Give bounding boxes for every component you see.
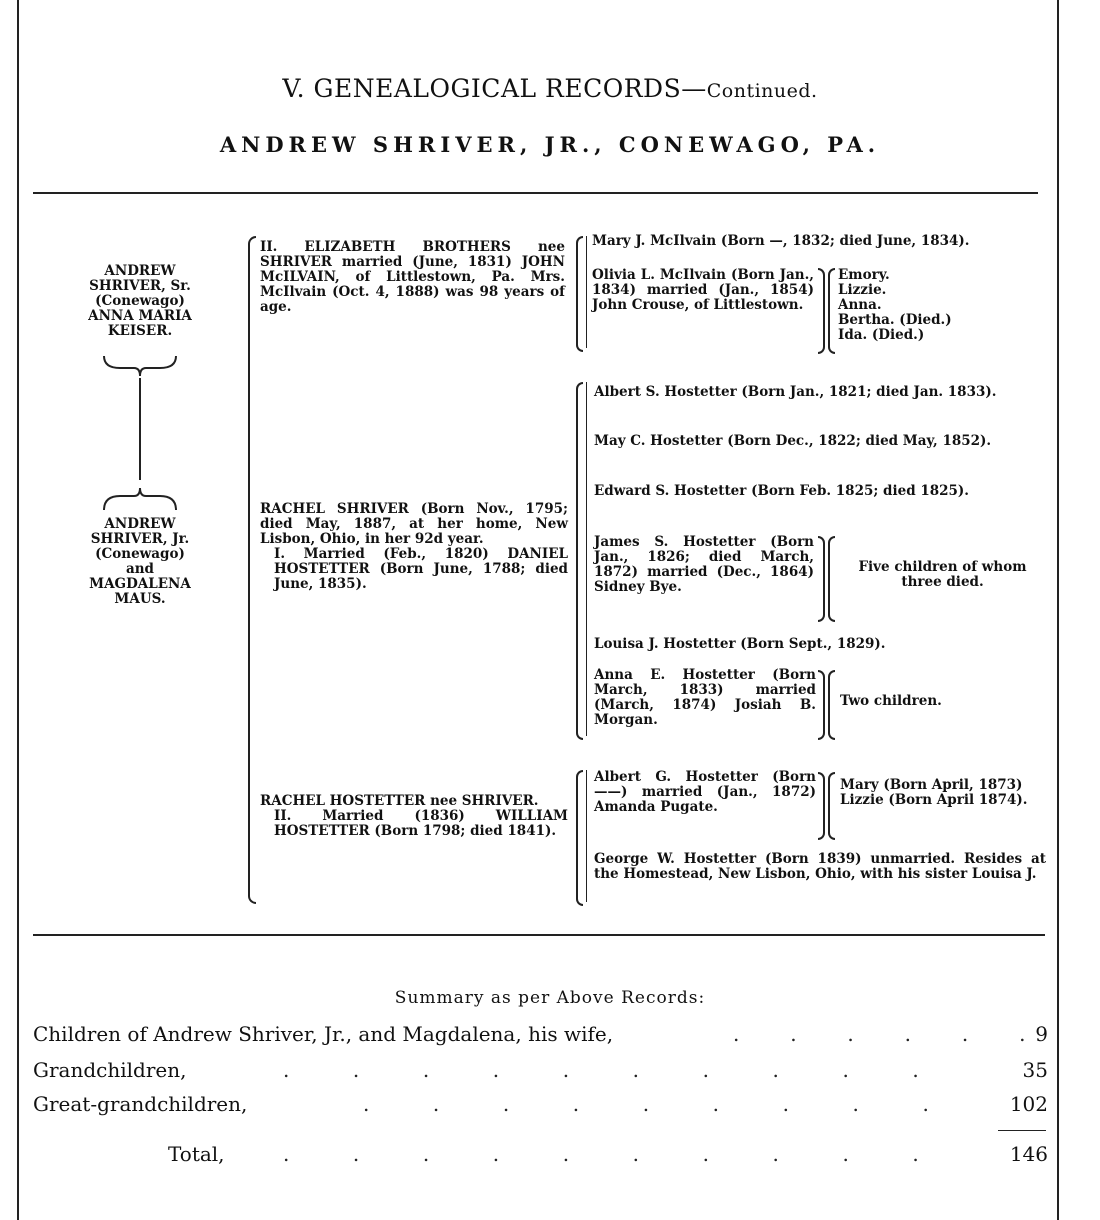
parent-line: and — [125, 561, 154, 577]
leader-dots: . . . . . . — [733, 1022, 1026, 1046]
parent-line: SHRIVER, Jr. — [90, 531, 190, 547]
summary-row-great-grandchildren — [33, 1092, 1048, 1120]
summary-label: Children of Andrew Shriver, Jr., and Magdalena, his wife, — [33, 1022, 614, 1046]
children-brace — [248, 236, 256, 904]
parents-gen1 — [60, 264, 220, 339]
child-item: Ida. (Died.) — [838, 327, 925, 343]
summary-label: Great-grandchildren, — [33, 1092, 248, 1116]
summary-value: 35 — [1022, 1058, 1048, 1082]
rachel2-brace — [576, 770, 583, 906]
summary-row-total — [33, 1142, 1048, 1170]
total-rule — [998, 1130, 1046, 1131]
summary-row-children — [33, 1022, 1048, 1050]
parent-line: ANDREW — [104, 263, 176, 279]
child-item: Mary (Born April, 1873) — [840, 777, 1023, 793]
rachel-text: RACHEL SHRIVER (Born Nov., 1795; died May, 1887, at her home, New Lisbon, Ohio, in her 92d year. — [260, 501, 568, 547]
james-brace-left — [828, 536, 835, 622]
title-main: V. GENEALOGICAL RECORDS— — [282, 74, 707, 103]
total-label: Total, — [168, 1142, 225, 1166]
rachel-hostetter-entry — [260, 794, 568, 839]
parent-line: ANDREW — [104, 516, 176, 532]
child-item: Anna. — [838, 297, 882, 313]
summary-value: 9 — [1035, 1022, 1048, 1046]
parent-line: SHRIVER, Sr. — [89, 278, 191, 294]
parent-line: MAGDALENA — [89, 576, 191, 592]
louisa-j-hostetter: Louisa J. Hostetter (Born Sept., 1829). — [594, 636, 886, 652]
child-item: Lizzie. — [838, 282, 887, 298]
elizabeth-brace — [576, 236, 583, 352]
child-item: Lizzie (Born April 1874). — [840, 792, 1028, 808]
anna-children: Two children. — [840, 693, 942, 709]
mary-mcilvain: Mary J. McIlvain (Born —, 1832; died June, 1834). — [592, 233, 970, 249]
middle-rule — [33, 934, 1045, 936]
james-s-hostetter: James S. Hostetter (Born Jan., 1826; died March, 1872) married (Dec., 1864) Sidney Bye. — [594, 534, 814, 595]
top-rule — [33, 192, 1038, 194]
james-children: Five children of whom three died. — [858, 559, 1027, 590]
leader-dots: . . . . . . . . . — [363, 1092, 929, 1116]
rachel2-text: RACHEL HOSTETTER nee SHRIVER. — [260, 793, 539, 809]
total-value: 146 — [1009, 1142, 1048, 1166]
anna-brace-left — [828, 670, 835, 740]
anna-brace-right — [818, 670, 825, 740]
child-item: Bertha. (Died.) — [838, 312, 952, 328]
rachel-marriage-1: I. Married (Feb., 1820) DANIEL HOSTETTER (Born June, 1788; died June, 1835). — [274, 546, 568, 592]
elizabeth-sep — [586, 236, 587, 348]
summary-label: Grandchildren, — [33, 1058, 187, 1082]
may-c-hostetter: May C. Hostetter (Born Dec., 1822; died May, 1852). — [594, 433, 992, 449]
summary-row-grandchildren — [33, 1058, 1048, 1086]
rachel-marriage-2: II. Married (1836) WILLIAM HOSTETTER (Born 1798; died 1841). — [274, 808, 568, 839]
parent-line: ANNA MARIA — [88, 308, 192, 324]
albert-g-brace-left — [828, 772, 835, 840]
parent-line: MAUS. — [114, 591, 166, 607]
lineage-connector — [100, 352, 180, 512]
summary-value: 102 — [1009, 1092, 1048, 1116]
page-subtitle: ANDREW SHRIVER, JR., CONEWAGO, PA. — [219, 132, 881, 157]
rachel-shriver-entry — [260, 502, 568, 592]
olivia-children — [838, 268, 1038, 343]
page-left-border — [17, 0, 19, 1220]
title-continued: Continued. — [706, 80, 818, 102]
olivia-mcilvain: Olivia L. McIlvain (Born Jan., 1834) married (Jan., 1854) John Crouse, of Littlestown. — [592, 267, 814, 313]
rachel2-sep — [586, 770, 587, 902]
leader-dots: . . . . . . . . . . — [283, 1142, 919, 1166]
parent-line: (Conewago) — [95, 546, 185, 562]
parents-gen2 — [60, 517, 220, 607]
elizabeth-entry: II. ELIZABETH BROTHERS nee SHRIVER married (June, 1831) JOHN McILVAIN, of Littlestown, Pa. Mrs. McIlvain (Oct. 4, 1888) was 98 years of age. — [260, 239, 565, 315]
george-w-hostetter: George W. Hostetter (Born 1839) unmarried. Resides at the Homestead, New Lisbon, Ohio, with his sister Louisa J. — [594, 851, 1046, 882]
rachel1-sep — [586, 382, 587, 736]
albert-g-children — [840, 778, 1045, 808]
olivia-brace-right — [818, 268, 825, 354]
olivia-brace-left — [828, 268, 835, 354]
leader-dots: . . . . . . . . . . — [283, 1058, 919, 1082]
james-brace-right — [818, 536, 825, 622]
summary-heading: Summary as per Above Records: — [394, 988, 706, 1008]
albert-g-brace-right — [818, 772, 825, 840]
edward-s-hostetter: Edward S. Hostetter (Born Feb. 1825; died 1825). — [594, 483, 969, 499]
parent-line: KEISER. — [107, 323, 173, 339]
child-item: Emory. — [838, 267, 890, 283]
page-title — [0, 74, 1100, 103]
albert-g-hostetter: Albert G. Hostetter (Born ——) married (Jan., 1872) Amanda Pugate. — [594, 769, 816, 815]
parent-line: (Conewago) — [95, 293, 185, 309]
page-right-border — [1057, 0, 1059, 1220]
anna-e-hostetter: Anna E. Hostetter (Born March, 1833) married (March, 1874) Josiah B. Morgan. — [594, 667, 816, 728]
rachel1-brace — [576, 382, 583, 740]
albert-s-hostetter: Albert S. Hostetter (Born Jan., 1821; died Jan. 1833). — [594, 384, 997, 400]
